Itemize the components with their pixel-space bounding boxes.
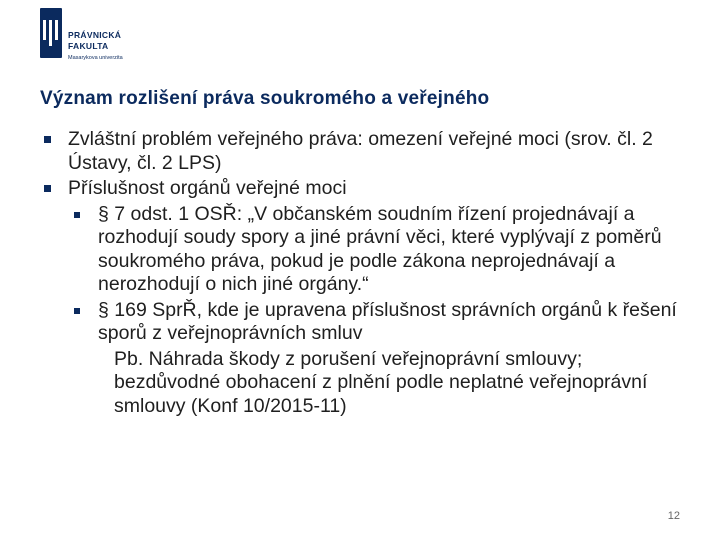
logo-text (68, 30, 123, 64)
bullet-text: Zvláštní problém veřejného práva: omezení veřejné moci (srov. čl. 2 Ústavy, čl. 2 LPS) (68, 128, 653, 174)
square-bullet-icon (74, 212, 80, 218)
slide-content (40, 128, 690, 418)
faculty-logo (40, 8, 123, 64)
bullet-text: § 7 odst. 1 OSŘ: „V občanském soudním řízení projednávají a rozhodují soudy spory a jiné právní věci, které vyplývají z poměrů soukromého práva, pokud je podle zákona neprojednávají a nerozhodují o nich jiné orgány.“ (98, 202, 662, 295)
page-number: 12 (667, 510, 680, 522)
note-text: Pb. Náhrada škody z porušení veřejnoprávní smlouvy; bezdůvodné obohacení z plnění podle neplatné veřejnoprávní smlouvy (Konf 10/2015-11) (114, 347, 648, 417)
bullet-item (40, 128, 690, 175)
university-emblem-icon (40, 8, 62, 58)
bullet-text: § 169 SprŘ, kde je upravena příslušnost správních orgánů k řešení sporů z veřejnoprávních smluv (98, 298, 677, 344)
sub-bullet-item (40, 203, 690, 297)
square-bullet-icon (44, 185, 51, 192)
logo-line-faculty: FAKULTA (68, 41, 109, 51)
logo-line-faculty-name: PRÁVNICKÁ (68, 30, 122, 40)
note-paragraph (40, 348, 690, 419)
logo-line-university: Masarykova univerzita (68, 55, 123, 61)
square-bullet-icon (44, 136, 51, 143)
square-bullet-icon (74, 308, 80, 314)
bullet-item (40, 177, 690, 201)
sub-bullet-item (40, 299, 690, 346)
slide-title: Význam rozlišení práva soukromého a veřejného (40, 88, 490, 109)
bullet-text: Příslušnost orgánů veřejné moci (68, 177, 347, 199)
